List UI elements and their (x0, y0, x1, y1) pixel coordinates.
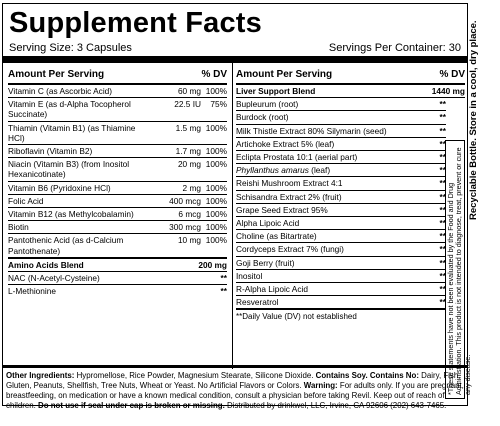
contains-no-label: Contains No: (369, 371, 419, 380)
amino-acids-blend-row (8, 259, 227, 272)
ingredient-name: Choline (as Bitartrate) (236, 231, 317, 242)
storage-instructions: Recyclable Bottle. Store in a cool, dry place. (468, 20, 479, 220)
nutrient-amount: 300 mcg (169, 222, 201, 233)
ingredient-name: Cordyceps Extract 7% (fungi) (236, 244, 344, 255)
ingredient-row (236, 243, 446, 256)
contains-no-text: Dairy, Fish, Gluten, Peanuts, Shellfish, Tree Nuts, Wheat or Yeast. No Artificial Flavors or Colors. (6, 371, 461, 390)
ingredient-name: Bupleurum (root) (236, 99, 299, 110)
ingredient-row (236, 191, 446, 204)
ingredient-name: Inositol (236, 270, 263, 281)
ingredient-dv: ** (439, 152, 446, 163)
nutrient-amount: 1.5 mg (175, 122, 201, 133)
ingredient-name: Alpha Lipoic Acid (236, 218, 300, 229)
ingredient-dv: ** (439, 165, 446, 176)
nutrient-row (8, 158, 227, 181)
ingredient-row (236, 98, 446, 111)
blend-name: Liver Support Blend (236, 86, 316, 96)
ingredient-name: R-Alpha Lipoic Acid (236, 284, 308, 295)
ingredient-dv: ** (439, 112, 446, 123)
right-header (236, 62, 465, 82)
nutrient-name: Vitamin B12 (as Methylcobalamin) (8, 209, 134, 220)
ingredient-dv: ** (220, 286, 227, 297)
nutrient-name: Thiamin (Vitamin B1) (as Thiamine HCl) (8, 122, 136, 143)
nutrient-name: Riboflavin (Vitamin B2) (8, 146, 93, 157)
nutrient-row (8, 98, 227, 121)
ingredient-dv: ** (439, 191, 446, 202)
nutrient-amount: 6 mcg (178, 209, 201, 220)
left-header (8, 62, 227, 82)
label-footer-text (6, 371, 468, 411)
blend-name: Amino Acids Blend (8, 259, 84, 270)
fda-disclaimer: *These statements have not been evaluated by the Food and Drug Administration. This product is not intended to diagnose, treat, prevent or cure any disease. (446, 147, 472, 395)
ingredient-dv: ** (220, 273, 227, 284)
nutrient-dv: 75% (210, 99, 227, 110)
nutrient-amount: 10 mg (177, 235, 201, 246)
nutrient-amount: 2 mg (182, 182, 201, 193)
ingredient-name-italic: Phyllanthus amarus (236, 165, 309, 176)
ingredient-row (236, 296, 446, 310)
ingredient-name: Reishi Mushroom Extract 4:1 (236, 178, 343, 189)
ingredient-dv: ** (439, 231, 446, 242)
other-ingredients-text: Hypromellose, Rice Powder, Magnesium Stearate, Silicone Dioxide. (74, 371, 316, 380)
liver-ingredients (236, 98, 446, 321)
serving-size: Serving Size: 3 Capsules (9, 42, 132, 54)
nutrient-name: Pantothenic Acid (as d-Calcium Pantothenate) (8, 235, 124, 256)
nutrient-dv: 100% (205, 195, 227, 206)
nutrient-name: Biotin (8, 222, 29, 233)
nutrient-row (8, 234, 227, 258)
nutrient-row (8, 145, 227, 158)
ingredient-name (236, 165, 424, 175)
ingredient-row (236, 270, 446, 283)
liver-support-blend-row (236, 85, 465, 98)
nutrient-name: Vitamin C (as Ascorbic Acid) (8, 86, 113, 96)
ingredient-row (8, 285, 227, 297)
ingredient-dv: ** (439, 284, 446, 295)
nutrient-name: Niacin (Vitamin B3) (from Inositol Hexanicotinate) (8, 159, 130, 180)
nutrient-dv: 100% (205, 209, 227, 220)
ingredient-name: Burdock (root) (236, 112, 289, 123)
ingredient-name: Grape Seed Extract 95% (236, 204, 328, 215)
ingredient-dv: ** (439, 178, 446, 189)
ingredient-row (236, 125, 446, 138)
contains-soy: Contains Soy. (315, 371, 368, 380)
ingredient-dv: ** (439, 257, 446, 268)
ingredient-row (236, 138, 446, 151)
nutrient-dv: 100% (205, 86, 227, 96)
left-column (8, 62, 227, 297)
blend-amount: 200 mg (198, 259, 227, 270)
nutrient-dv: 100% (205, 146, 227, 157)
ingredient-row (236, 164, 446, 177)
ingredient-name: L-Methionine (8, 286, 56, 297)
dv-heading: % DV (439, 69, 465, 80)
nutrient-name: Folic Acid (8, 195, 44, 206)
ingredient-name: Resveratrol (236, 297, 279, 308)
nutrient-dv: 100% (205, 159, 227, 170)
ingredient-row (236, 230, 446, 243)
ingredient-dv: ** (439, 270, 446, 281)
ingredient-name-suffix: (leaf) (308, 165, 331, 176)
nutrient-name: Vitamin B6 (Pyridoxine HCl) (8, 182, 111, 193)
nutrient-amount: 60 mg (177, 86, 201, 96)
ingredient-dv: ** (439, 204, 446, 215)
warning-label: Warning: (303, 380, 338, 390)
ingredient-name: Goji Berry (fruit) (236, 257, 295, 268)
ingredient-name: Eclipta Prostata 10:1 (aerial part) (236, 152, 358, 163)
nutrient-row (8, 182, 227, 195)
ingredient-dv: ** (439, 138, 446, 149)
seal-warning: Do not use if seal under cap is broken or missing. (38, 400, 225, 410)
amount-per-serving-heading: Amount Per Serving (8, 69, 105, 80)
nutrient-name: Vitamin E (as d-Alpha Tocopherol Succinate) (8, 99, 131, 120)
nutrient-amount: 1.7 mg (175, 146, 201, 157)
right-column (236, 62, 465, 321)
panel-title: Supplement Facts (9, 7, 262, 39)
nutrient-dv: 100% (205, 222, 227, 233)
ingredient-row (236, 111, 446, 124)
ingredient-dv: ** (439, 99, 446, 110)
nutrient-row (8, 208, 227, 221)
ingredient-dv: ** (439, 125, 446, 136)
ingredient-row (236, 177, 446, 190)
ingredient-row (236, 204, 446, 217)
ingredient-row (236, 151, 446, 164)
nutrient-dv: 100% (205, 122, 227, 133)
blend-amount: 1440 mg (431, 86, 465, 96)
nutrient-row (8, 85, 227, 98)
servings-per-container: Servings Per Container: 30 (328, 42, 461, 54)
footer-rule (3, 365, 467, 368)
ingredient-name: NAC (N-Acetyl-Cysteine) (8, 273, 100, 284)
nutrient-row (8, 122, 227, 145)
ingredient-dv: ** (439, 297, 446, 308)
ingredient-row (8, 272, 227, 285)
ingredient-name: Artichoke Extract 5% (leaf) (236, 138, 335, 149)
dv-heading: % DV (201, 69, 227, 80)
nutrient-dv: 100% (205, 182, 227, 193)
nutrient-row (8, 221, 227, 234)
other-ingredients-label: Other Ingredients: (6, 371, 75, 380)
nutrient-amount: 22.5 IU (174, 99, 201, 110)
ingredient-row (236, 257, 446, 270)
nutrient-dv: 100% (205, 235, 227, 246)
ingredient-row (236, 217, 446, 230)
ingredient-dv: ** (439, 244, 446, 255)
ingredient-row (236, 283, 446, 296)
nutrient-row (8, 195, 227, 208)
ingredient-dv: ** (439, 218, 446, 229)
supplement-facts-panel (2, 3, 472, 406)
column-divider (232, 62, 233, 369)
ingredient-name: Schisandra Extract 2% (fruit) (236, 191, 342, 202)
warning-text: For adults only. If you are pregnant, breastfeeding, on medication or have a known medical condition, consult a physician before taking Revil. Keep out of reach of children. (6, 380, 464, 410)
distributor-info: Distributed by drinkwel, LLC, Irvine, CA 92606 (202) 643-7465. (224, 400, 447, 410)
amount-per-serving-heading: Amount Per Serving (236, 69, 333, 80)
nutrient-amount: 400 mcg (169, 195, 201, 206)
ingredient-name: Milk Thistle Extract 80% Silymarin (seed) (236, 125, 387, 136)
daily-value-footnote: **Daily Value (DV) not established (236, 312, 357, 322)
nutrient-amount: 20 mg (177, 159, 201, 170)
